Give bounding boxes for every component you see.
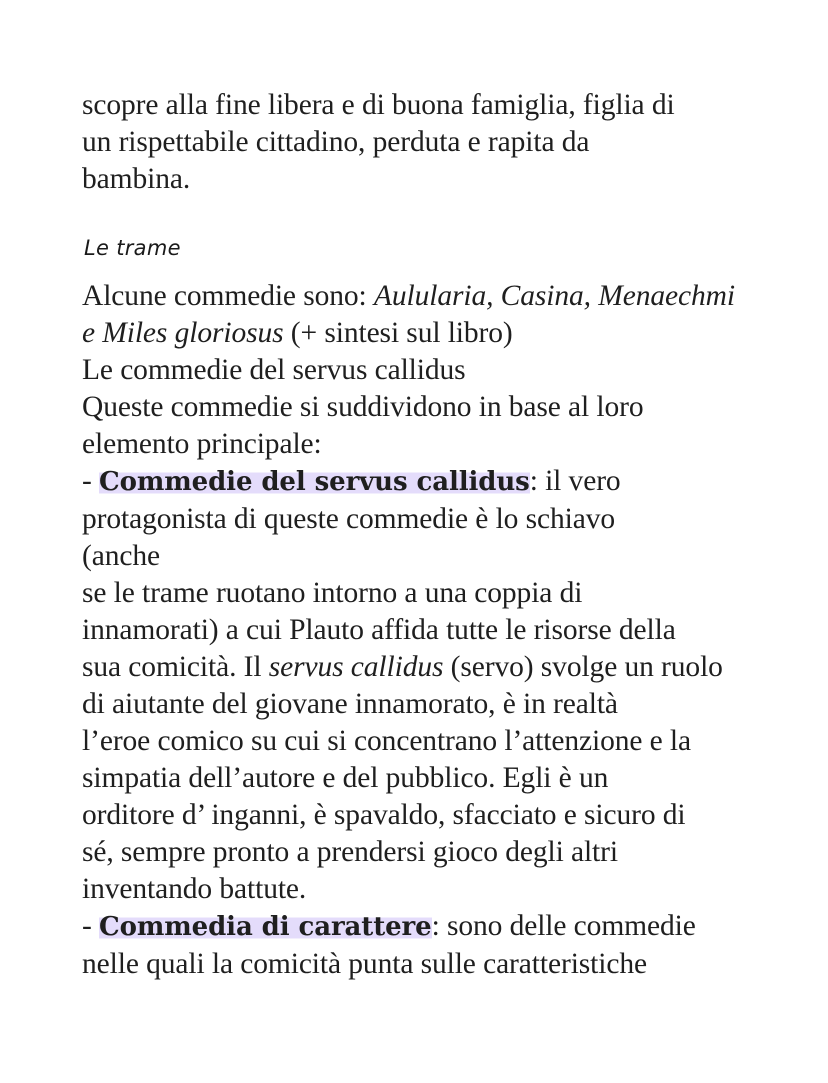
list-dash: - (82, 910, 99, 942)
servus-callidus-item (82, 463, 754, 501)
highlighted-term: Commedia di carattere (99, 912, 432, 942)
text-line: bambina. (82, 163, 191, 195)
carattere-item (82, 908, 754, 946)
text-span: (servo) svolge un ruolo (443, 651, 723, 683)
comedies-list-line (82, 315, 754, 352)
highlighted-term: Commedie del servus callidus (99, 467, 530, 497)
italic-term: servus callidus (268, 651, 444, 683)
text-span: : sono delle commedie (431, 910, 696, 942)
comedy-title: Menaechmi (598, 280, 735, 312)
text-line: nelle quali la comicità punta sulle caratteristiche (82, 948, 647, 980)
section-heading: Le trame (84, 236, 181, 260)
text-line: simpatia dell’autore e del pubblico. Egli è un (82, 762, 609, 794)
text-span: (+ sintesi sul libro) (283, 317, 513, 349)
comedy-title: Casina, (500, 280, 591, 312)
intro-paragraph (82, 87, 754, 198)
text-span: : il vero (529, 465, 621, 497)
list-dash: - (82, 465, 99, 497)
text-line: innamorati) a cui Plauto affida tutte le risorse della (82, 614, 676, 646)
text-line: Queste commedie si suddividono in base al loro (82, 391, 644, 423)
text-span: sua comicità. Il (82, 651, 269, 683)
text-line (82, 649, 754, 686)
text-line: Le commedie del servus callidus (82, 354, 466, 386)
comedy-title: Aulularia, (373, 280, 494, 312)
text-line: sé, sempre pronto a prendersi gioco degli altri (82, 836, 618, 868)
text-line: elemento principale: (82, 428, 322, 460)
text-line: se le trame ruotano intorno a una coppia di (82, 577, 583, 609)
text-line: l’eroe comico su cui si concentrano l’attenzione e la (82, 725, 692, 757)
text-span: Alcune commedie sono: (82, 280, 374, 312)
comedies-list-line (82, 278, 754, 315)
text-line: (anche (82, 540, 161, 572)
text-line: di aiutante del giovane innamorato, è in realtà (82, 688, 618, 720)
text-line: inventando battute. (82, 873, 307, 905)
text-line: orditore d’ inganni, è spavaldo, sfacciato e sicuro di (82, 799, 686, 831)
text-line: un rispettabile cittadino, perduta e rapita da (82, 126, 590, 158)
text-line: protagonista di queste commedie è lo schiavo (82, 503, 616, 535)
comedy-title: e Miles gloriosus (82, 317, 284, 349)
section-body (82, 278, 754, 983)
text-line: scopre alla fine libera e di buona famiglia, figlia di (82, 89, 675, 121)
